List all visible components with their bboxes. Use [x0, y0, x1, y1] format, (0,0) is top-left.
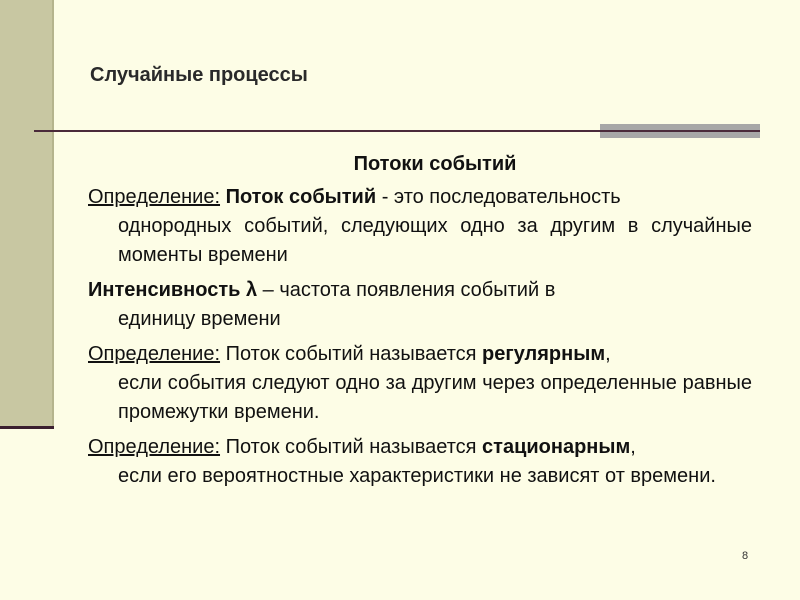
term-intensity: Интенсивность λ — [88, 279, 258, 301]
definition-label: Определение: — [88, 343, 221, 365]
left-sidebar-decoration — [0, 0, 54, 428]
title-divider-block — [600, 124, 760, 138]
definition-text-continuation: если события следуют одно за другим через определенные равные промежутки времени. — [118, 372, 752, 423]
term-stationary: стационарным — [482, 436, 631, 458]
definition-text-continuation: если его вероятностные характеристики не зависят от времени. — [118, 465, 716, 487]
sidebar-bottom-rule — [0, 426, 54, 429]
term-event-flow: Поток событий — [225, 186, 377, 208]
definition-comma: , — [605, 343, 611, 365]
slide-title: Случайные процессы — [90, 64, 308, 86]
intensity-paragraph — [88, 276, 752, 334]
intensity-text-continuation: единицу времени — [118, 308, 281, 330]
slide-content — [88, 150, 752, 497]
slide-subtitle: Потоки событий — [353, 153, 517, 175]
definition-comma: , — [630, 436, 636, 458]
definition-text-start: Поток событий называется — [220, 343, 483, 365]
definition-label: Определение: — [88, 436, 221, 458]
intensity-text-start: – частота появления событий в — [257, 279, 556, 301]
definition-text-start: Поток событий называется — [220, 436, 483, 458]
term-regular: регулярным — [482, 343, 606, 365]
title-divider-line — [34, 130, 604, 132]
definition-label: Определение: — [88, 186, 221, 208]
page-number: 8 — [742, 550, 749, 562]
definition-paragraph-flow — [88, 183, 752, 270]
definition-paragraph-stationary — [88, 433, 752, 491]
definition-text-continuation: однородных событий, следующих одно за другим в случайные моменты времени — [118, 215, 752, 266]
definition-text-start: - это последовательность — [376, 186, 621, 208]
definition-paragraph-regular — [88, 340, 752, 427]
